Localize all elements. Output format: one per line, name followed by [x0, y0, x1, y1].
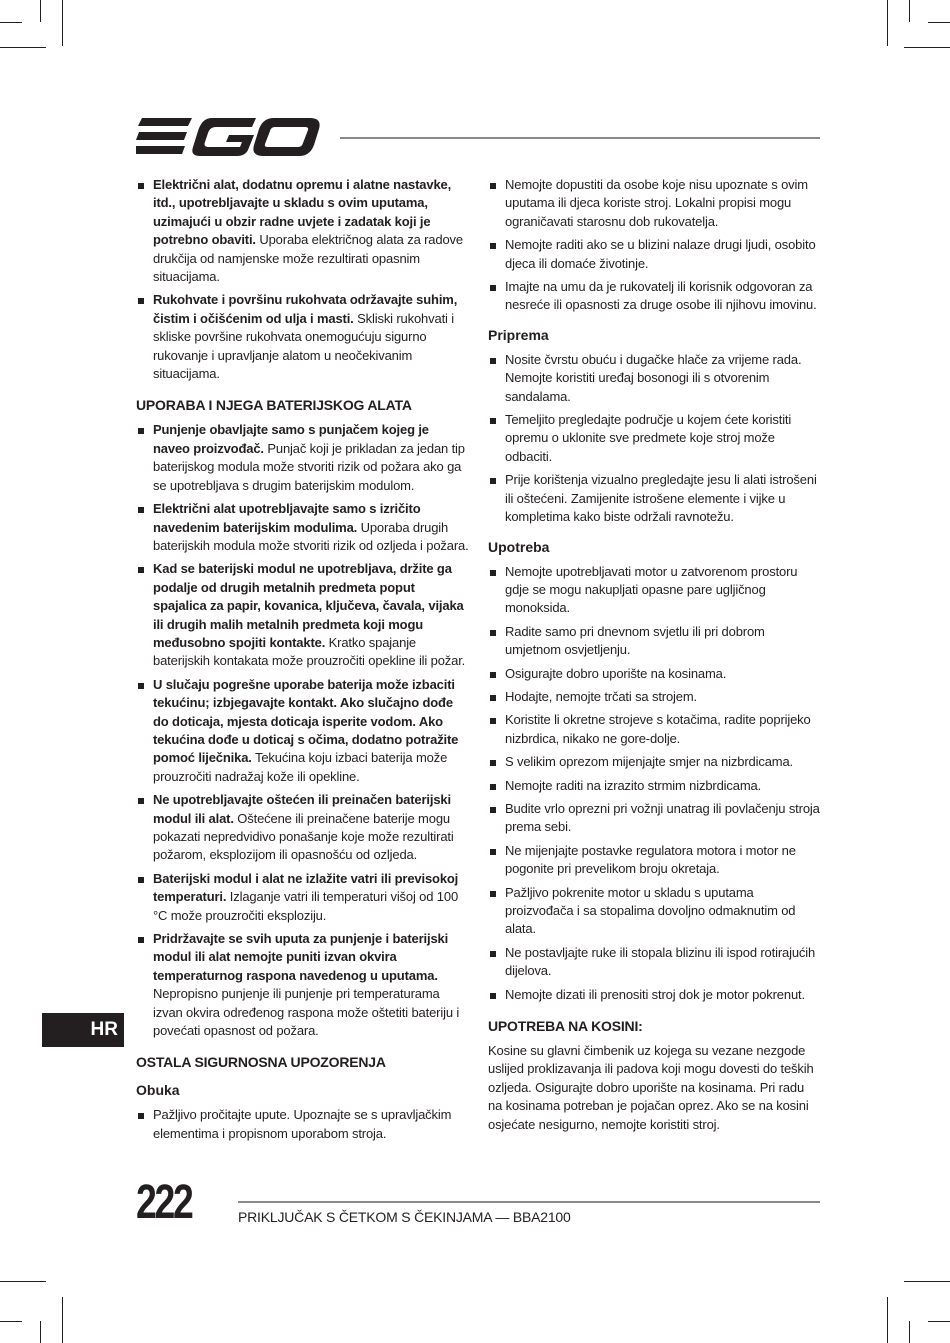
- list-item: Budite vrlo oprezni pri vožnji unatrag ili povlačenju stroja prema sebi.: [488, 800, 821, 837]
- list-item: Nemojte raditi na izrazito strmim nizbrdicama.: [488, 777, 821, 795]
- list-item: Nosite čvrstu obuću i dugačke hlače za vrijeme rada. Nemojte koristiti uređaj bosonogi ili s otvorenim sandalama.: [488, 351, 821, 406]
- battery-list: [136, 421, 469, 1040]
- square-bullet-icon: [490, 891, 496, 897]
- square-bullet-icon: [490, 418, 496, 424]
- square-bullet-icon: [138, 428, 144, 434]
- square-bullet-icon: [138, 298, 144, 304]
- list-item: Baterijski modul i alat ne izlažite vatri ili previsokoj temperaturi. Izlaganje vatri ili temperaturi višoj od 100 °C može prouzročiti eksploziju.: [136, 870, 469, 925]
- list-item: Ne upotrebljavajte oštećen ili preinačen baterijski modul ili alat. Oštećene ili preinačene baterije mogu pokazati nepredvidivo ponašanje koje može rezultirati požarom, eksplozijom ili opasnošću od ozljeda.: [136, 791, 469, 865]
- subheading-preparation: Priprema: [488, 326, 549, 343]
- crop-mark: [0, 1321, 22, 1322]
- list-item: Imajte na umu da je rukovatelj ili korisnik odgovoran za nesreće ili opasnosti za druge osobe ili njihovu imovinu.: [488, 278, 821, 315]
- subheading-training: Obuka: [136, 1082, 180, 1099]
- list-item: Nemojte dopustiti da osobe koje nisu upoznate s ovim uputama ili djeca koriste stroj. Lokalni propisi mogu ograničavati starosnu dob rukovatelja.: [488, 176, 821, 231]
- square-bullet-icon: [490, 807, 496, 813]
- crop-mark: [62, 1297, 63, 1343]
- square-bullet-icon: [490, 849, 496, 855]
- square-bullet-icon: [138, 183, 144, 189]
- list-item: Nemojte upotrebljavati motor u zatvorenom prostoru gdje se mogu nakupljati opasne pare ugljičnog monoksida.: [488, 563, 821, 618]
- list-item: S velikim oprezom mijenjajte smjer na nizbrdicama.: [488, 753, 821, 771]
- right-column: [488, 176, 821, 1134]
- list-item: Punjenje obavljajte samo s punjačem kojeg je naveo proizvođač. Punjač koji je prikladan za jedan tip baterijskog modula može stvoriti rizik od požara ako ga se upotrebljava s drugim baterijskim modulom.: [136, 421, 469, 495]
- crop-mark: [928, 1321, 950, 1322]
- list-item: Osigurajte dobro uporište na kosinama.: [488, 665, 821, 683]
- list-item: Kad se baterijski modul ne upotrebljava, držite ga podalje od drugih metalnih predmeta poput spajalica za papir, kovanica, ključeva, čavala, vijaka ili drugih malih metalnih predmeta koji mogu međusobno spojiti kontakte. Kratko spajanje baterijskih kontakata može prouzročiti opekline ili požar.: [136, 560, 469, 670]
- square-bullet-icon: [490, 243, 496, 249]
- left-column: [136, 176, 469, 1148]
- language-tab: HR: [42, 1013, 124, 1047]
- square-bullet-icon: [490, 993, 496, 999]
- footer-title: PRIKLJUČAK S ČETKOM S ČEKINJAMA — BBA2100: [238, 1209, 571, 1225]
- crop-mark: [0, 22, 22, 23]
- crop-mark: [887, 1297, 888, 1343]
- square-bullet-icon: [490, 718, 496, 724]
- list-item: Električni alat upotrebljavajte samo s izričito navedenim baterijskim modulima. Uporaba drugih baterijskih modula može stvoriti rizik od ozljeda i požara.: [136, 500, 469, 555]
- square-bullet-icon: [138, 683, 144, 689]
- section-heading-slope-use: UPOTREBA NA KOSINI:: [488, 1018, 643, 1035]
- training-list-continued: [488, 176, 821, 315]
- crop-mark: [40, 1321, 41, 1343]
- crop-mark: [909, 0, 910, 22]
- use-list: [488, 563, 821, 1005]
- list-item: U slučaju pogrešne uporabe baterija može izbaciti tekućinu; izbjegavajte kontakt. Ako slučajno dođe do doticaja, mjesta doticaja isperite vodom. Ako tekućina dođe u doticaj s očima, dodatno potražite pomoć liječnika. Tekućina koju izbaci baterija može prouzročiti nadražaj kože ili opekline.: [136, 676, 469, 786]
- square-bullet-icon: [490, 358, 496, 364]
- square-bullet-icon: [138, 798, 144, 804]
- section-heading-other-warnings: OSTALA SIGURNOSNA UPOZORENJA: [136, 1054, 386, 1071]
- square-bullet-icon: [138, 937, 144, 943]
- list-item: Električni alat, dodatnu opremu i alatne nastavke, itd., upotrebljavajte u skladu s ovim uputama, uzimajući u obzir radne uvjete i zadatak koji je potrebno obaviti. Uporaba električnog alata za radove drukčija od namjenske može rezultirati opasnim situacijama.: [136, 176, 469, 286]
- square-bullet-icon: [490, 784, 496, 790]
- list-item: Ne postavljajte ruke ili stopala blizinu ili ispod rotirajućih dijelova.: [488, 944, 821, 981]
- square-bullet-icon: [490, 183, 496, 189]
- list-item: Nemojte raditi ako se u blizini nalaze drugi ljudi, osobito djeca ili domaće životinje.: [488, 236, 821, 273]
- list-item: Nemojte dizati ili prenositi stroj dok je motor pokrenut.: [488, 986, 821, 1004]
- safety-list: [136, 176, 469, 383]
- list-item: Koristite li okretne strojeve s kotačima, radite poprijeko nizbrdica, nikako ne gore-dolje.: [488, 711, 821, 748]
- training-list: [136, 1106, 469, 1143]
- header-rule: [340, 137, 820, 139]
- crop-mark: [928, 22, 950, 23]
- square-bullet-icon: [138, 1113, 144, 1119]
- list-item: Radite samo pri dnevnom svjetlu ili pri dobrom umjetnom osvjetljenju.: [488, 623, 821, 660]
- square-bullet-icon: [138, 567, 144, 573]
- crop-mark: [0, 1281, 46, 1282]
- list-item: Ne mijenjajte postavke regulatora motora i motor ne pogonite pri prevelikom broju okretaja.: [488, 842, 821, 879]
- page-number: 222: [136, 1176, 192, 1229]
- preparation-list: [488, 351, 821, 527]
- footer-rule: [238, 1201, 820, 1203]
- section-heading-battery: UPORABA I NJEGA BATERIJSKOG ALATA: [136, 397, 412, 414]
- square-bullet-icon: [490, 672, 496, 678]
- square-bullet-icon: [490, 760, 496, 766]
- list-item: Prije korištenja vizualno pregledajte jesu li alati istrošeni ili oštećeni. Zamijenite istrošene elemente i vijke u kompletima kako biste održali ravnotežu.: [488, 471, 821, 526]
- ego-logo: [136, 116, 322, 158]
- square-bullet-icon: [138, 507, 144, 513]
- crop-mark: [0, 47, 46, 48]
- list-item: Pažljivo pokrenite motor u skladu s uputama proizvođača i sa stopalima dovoljno odmaknutim od alata.: [488, 884, 821, 939]
- square-bullet-icon: [490, 570, 496, 576]
- square-bullet-icon: [490, 285, 496, 291]
- slope-paragraph: Kosine su glavni čimbenik uz kojega su vezane nezgode uslijed proklizavanja ili padova koji mogu dovesti do teških ozljeda. Osigurajte dobro uporište na kosinama. Pri radu na kosinama potreban je pojačan oprez. Ako se na kosini osjećate nesigurno, nemojte koristiti stroj.: [488, 1043, 814, 1132]
- square-bullet-icon: [138, 877, 144, 883]
- crop-mark: [904, 47, 950, 48]
- square-bullet-icon: [490, 695, 496, 701]
- list-item: Pažljivo pročitajte upute. Upoznajte se s upravljačkim elementima i propisnom uporabom stroja.: [136, 1106, 469, 1143]
- crop-mark: [909, 1321, 910, 1343]
- crop-mark: [904, 1281, 950, 1282]
- square-bullet-icon: [490, 478, 496, 484]
- crop-mark: [40, 0, 41, 22]
- list-item: Hodajte, nemojte trčati sa strojem.: [488, 688, 821, 706]
- crop-mark: [887, 0, 888, 46]
- subheading-use: Upotreba: [488, 538, 550, 555]
- crop-mark: [62, 0, 63, 46]
- list-item: Pridržavajte se svih uputa za punjenje i baterijski modul ili alat nemojte puniti izvan okvira temperaturnog raspona navedenog u uputama. Nepropisno punjenje ili punjenje pri temperaturama izvan okvira određenog raspona može oštetiti bateriju i povećati opasnost od požara.: [136, 930, 469, 1040]
- square-bullet-icon: [490, 630, 496, 636]
- square-bullet-icon: [490, 951, 496, 957]
- list-item: Rukohvate i površinu rukohvata održavajte suhim, čistim i očišćenim od ulja i masti. Skliski rukohvati i skliske površine rukohvata onemogućuju sigurno rukovanje i upravljanje alatom u neočekivanim situacijama.: [136, 291, 469, 383]
- list-item: Temeljito pregledajte područje u kojem ćete koristiti opremu o uklonite sve predmete koje stroj može odbaciti.: [488, 411, 821, 466]
